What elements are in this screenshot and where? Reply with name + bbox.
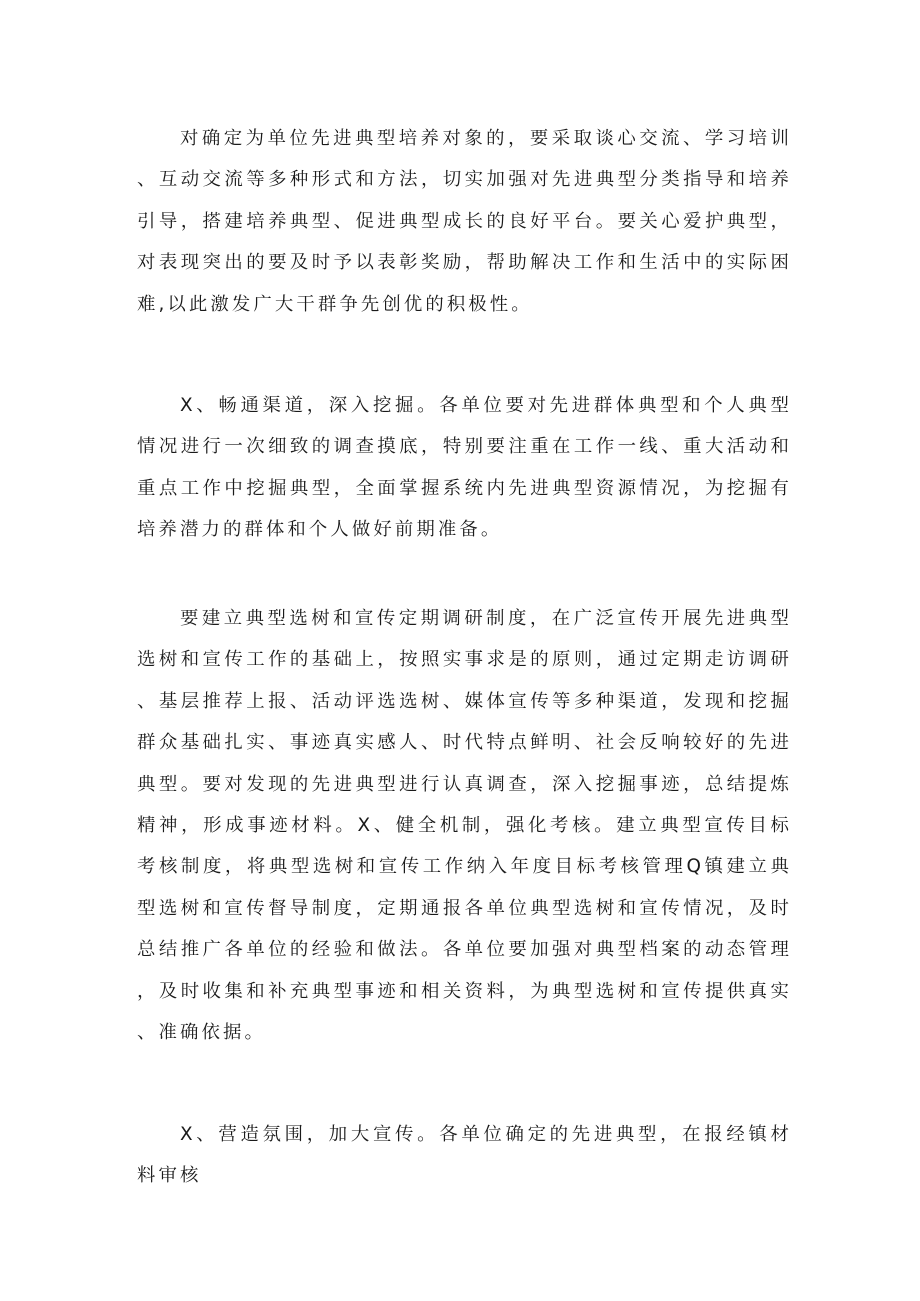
body-paragraph-3: 要建立典型选树和宣传定期调研制度，在广泛宣传开展先进典型选树和宣传工作的基础上，按照实事求是的原则，通过定期走访调研、基层推荐上报、活动评选选树、媒体宣传等多种渠道，发现和挖掘群众基础扎实、事迹真实感人、时代特点鲜明、社会反响较好的先进典型。要对发现的先进典型进行认真调查，深入挖掘事迹，总结提炼精神，形成事迹材料。X、健全机制，强化考核。建立典型宣传目标考核制度，将典型选树和宣传工作纳入年度目标考核管理Q镇建立典型选树和宣传督导制度，定期通报各单位典型选树和宣传情况，及时总结推广各单位的经验和做法。各单位要加强对典型档案的动态管理，及时收集和补充典型事迹和相关资料，为典型选树和宣传提供真实、准确依据。 xyxy=(137,608,792,1044)
body-paragraph-2: X、畅通渠道，深入挖掘。各单位要对先进群体典型和个人典型情况进行一次细致的调查摸底，特别要注重在工作一线、重大活动和重点工作中挖掘典型，全面掌握系统内先进典型资源情况，为挖掘有培养潜力的群体和个人做好前期准备。 xyxy=(137,395,792,541)
body-paragraph-1: 对确定为单位先进典型培养对象的，要采取谈心交流、学习培训、互动交流等多种形式和方法，切实加强对先进典型分类指导和培养引导，搭建培养典型、促进典型成长的良好平台。要关心爱护典型，对表现突出的要及时予以表彰奖励，帮助解决工作和生活中的实际困难,以此激发广大干群争先创优的积极性。 xyxy=(137,128,792,315)
body-paragraph-4: X、营造氛围，加大宣传。各单位确定的先进典型，在报经镇材料审核 xyxy=(137,1124,792,1187)
